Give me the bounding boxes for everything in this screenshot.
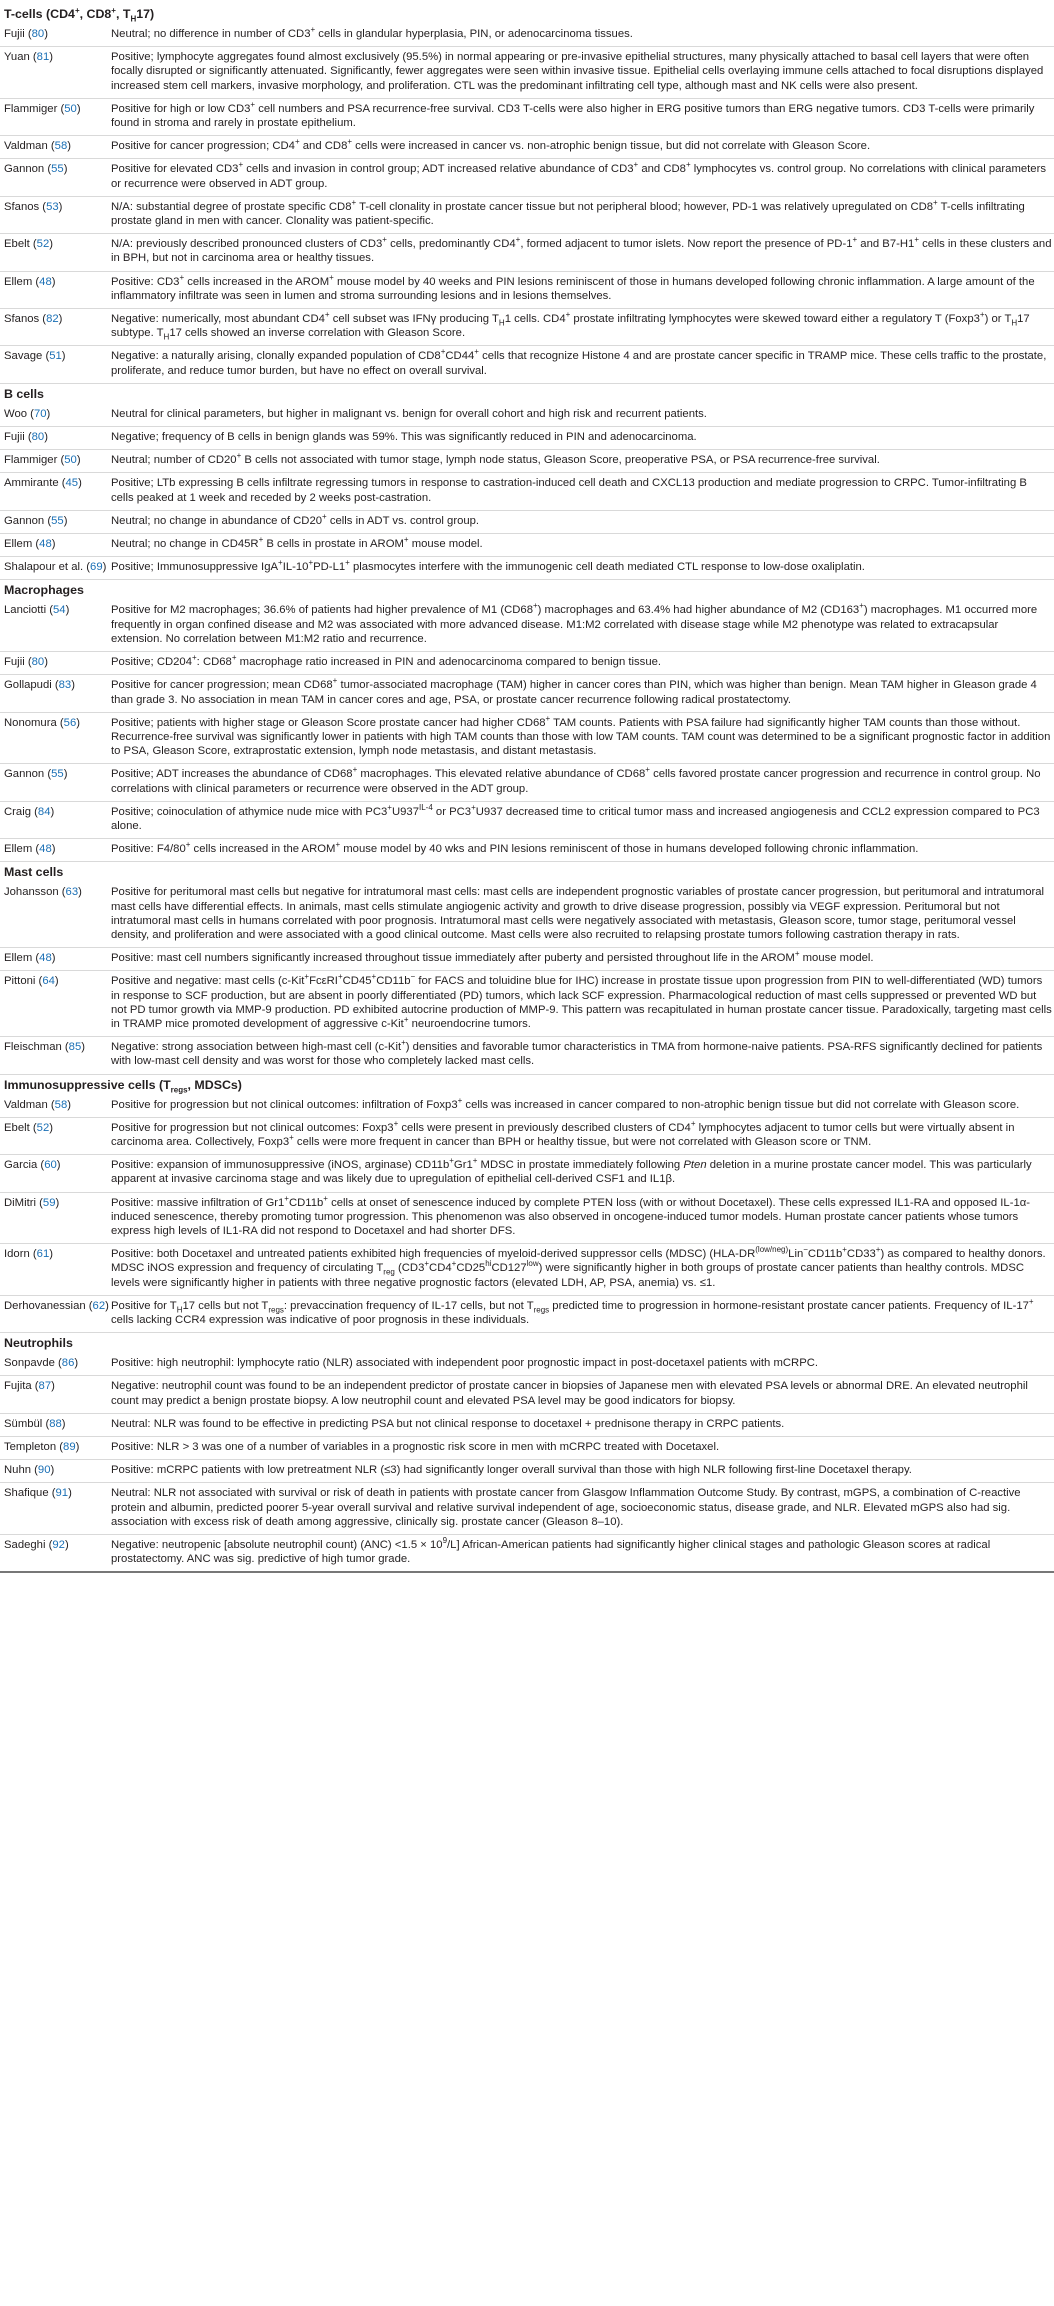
finding-text: Positive: massive infiltration of Gr1+CD11b+ cells at onset of senescence induced by complete PTEN loss (with or without Docetaxel). These cells expressed IL1-RA and opposed IL-1α-induced senescence, thereby promoting tumor progression. This phenomenon was also observed in oncogene-induced tumor models. Human prostate cancer patients whose tumors express high levels of IL1-RA did not respond to Docetaxel and had shorter DFS.	[111, 1193, 1031, 1237]
citation-link[interactable]: 45	[65, 477, 79, 490]
citation-link[interactable]: 52	[36, 1121, 50, 1134]
citation-link[interactable]: 83	[58, 679, 72, 692]
table-row	[0, 1193, 1054, 1245]
study-author: Nuhn (90)	[4, 1464, 55, 1477]
table-row	[0, 234, 1054, 271]
citation-link[interactable]: 80	[31, 431, 45, 444]
author-name: Ellem (	[4, 275, 40, 288]
study-author: Valdman (58)	[4, 140, 71, 153]
finding-text: Positive: high neutrophil: lymphocyte ratio (NLR) associated with independent poor prognostic impact in post-docetaxel patients with mCRPC.	[111, 1357, 819, 1370]
author-name: Gannon (	[4, 514, 52, 527]
table-row	[0, 652, 1054, 675]
author-name: Ebelt (	[4, 1121, 37, 1134]
author-name: Ellem (	[4, 538, 40, 551]
citation-link[interactable]: 69	[90, 561, 103, 574]
finding-text: N/A: substantial degree of prostate specific CD8+ T-cell clonality in prostate cancer tissue but not peripheral blood; however, PD-1 was relatively upregulated on CD8+ T-cells infiltrating prostate gland in men with cancer. Clonality was patient-specific.	[111, 198, 1025, 228]
table-row	[0, 675, 1054, 712]
author-name: Ellem (	[4, 952, 40, 965]
citation-link[interactable]: 58	[54, 1098, 68, 1111]
citation-link[interactable]: 64	[42, 975, 55, 988]
study-author: Fujii (80)	[4, 431, 48, 444]
author-name: Lanciotti (	[4, 604, 53, 617]
author-name: Valdman (	[4, 140, 55, 153]
study-author: Ellem (48)	[4, 843, 56, 856]
author-name: Yuan (	[4, 51, 37, 64]
citation-link[interactable]: 51	[49, 350, 62, 363]
finding-text: Positive and negative: mast cells (c-Kit+FcεRI+CD45+CD11b− for FACS and toluidine blue for IHC) increase in prostate tissue upon progression from PIN to well-differentiated (WD) tumors in response to SCF production, but are absent in poorly differentiated (PD) tumors, which lack SCF expression. Pharmacological reduction of mast cells suppressed or prevented WD but not PD tumor growth via MMP-9 production. PD exhibited autocrine production of MMP-9. This pattern was recapitulated in human prostate cancer tissue. Paradoxically, targeting mast cells in TRAMP mice promoted development of aggressive c-Kit+ neuroendocrine tumors.	[111, 972, 1052, 1030]
author-name: Flammiger (	[4, 454, 65, 467]
finding-text: Negative: a naturally arising, clonally expanded population of CD8+CD44+ cells that recognize Histone 4 and are prostate cancer specific in TRAMP mice. These cells traffic to the prostate, proliferate, and reduce tumor burden, but have no effect on overall survival.	[111, 347, 1047, 377]
table-row	[0, 713, 1054, 765]
table-row	[0, 99, 1054, 136]
study-author: Gannon (55)	[4, 514, 68, 527]
study-author: Savage (51)	[4, 350, 66, 363]
finding-text: Positive; patients with higher stage or Gleason Score prostate cancer had higher CD68+ TAM counts. Patients with PSA failure had significantly higher TAM counts than those without. Recurrence-free survival was significantly lower in patients with high TAM counts than those with low TAM counts. TAM count was determined to be a significant prognostic factor in addition to PSA, Gleason Score, extraprostatic extension, lymph node metastasis, and distant metastasis.	[111, 713, 1051, 758]
citation-link[interactable]: 89	[63, 1441, 76, 1454]
citation-link[interactable]: 59	[42, 1196, 56, 1209]
finding-text: Positive for peritumoral mast cells but negative for intratumoral mast cells: mast cells are independent prognostic variables of prostate cancer progression, but peritumoral and intratumoral mast cells have differential effects. In animals, mast cells stimulate angiogenic activity and growth to drive disease progression, possibly via VEGF expression. Peritumoral but not intratumoral mast cells in humans correlated with poor prognosis. Intratumoral mast cells were negatively associated with metastasis, Gleason score, tumor stage, peritumoral vessel density, and proliferation and were associated with a good clinical outcome. Mast cells were also recruited to relapsing prostate tumors following castration therapy in rats.	[111, 886, 1045, 941]
study-author: Fujita (87)	[4, 1380, 55, 1393]
study-author: Garcia (60)	[4, 1159, 61, 1172]
author-name: Shafique (	[4, 1487, 56, 1500]
finding-text: Neutral: NLR was found to be effective in predicting PSA but not clinical response to docetaxel + prednisone therapy in CRPC patients.	[111, 1417, 785, 1430]
study-author: Sfanos (82)	[4, 313, 63, 326]
finding-text: Positive for elevated CD3+ cells and invasion in control group; ADT increased relative abundance of CD3+ and CD8+ lymphocytes vs. control group. No correlations with clinical parameters or recurrence were observed in ADT group.	[111, 160, 1046, 190]
study-author: Sfanos (53)	[4, 200, 63, 213]
author-name: Nuhn (	[4, 1464, 38, 1477]
author-name: Gannon (	[4, 768, 52, 781]
citation-link[interactable]: 50	[64, 454, 77, 467]
citation-link[interactable]: 55	[51, 514, 64, 527]
citation-link[interactable]: 63	[65, 886, 79, 899]
study-author: Craig (84)	[4, 805, 55, 818]
table-row	[0, 511, 1054, 534]
finding-text: Positive; ADT increases the abundance of CD68+ macrophages. This elevated relative abundance of CD68+ cells favored prostate cancer progression and recurrence in control group. No correlations with clinical parameters or recurrence were observed in the ADT group.	[111, 765, 1041, 795]
citation-link[interactable]: 50	[64, 102, 77, 115]
finding-text: Positive for progression but not clinical outcomes: Foxp3+ cells were present in previously described clusters of CD4+ lymphocytes adjacent to tumor cells but were virtually absent in carcinoma area. Collectively, Foxp3+ cells were more frequent in cancer than BPH or healthy tissue, but were not correlated with Gleason score or TNM.	[111, 1119, 1015, 1148]
author-name: Ammirante (	[4, 477, 66, 490]
table-row	[0, 1244, 1054, 1296]
author-name: Fleischman (	[4, 1041, 69, 1054]
table-row	[0, 346, 1054, 383]
study-author: Shafique (91)	[4, 1487, 72, 1500]
study-author: Valdman (58)	[4, 1098, 71, 1111]
author-name: Fujita (	[4, 1380, 39, 1393]
author-name: Fujii (	[4, 431, 32, 444]
citation-link[interactable]: 91	[55, 1487, 69, 1500]
author-name: Idorn (	[4, 1248, 37, 1261]
study-author: Yuan (81)	[4, 51, 54, 64]
finding-text: Positive for cancer progression; mean CD68+ tumor-associated macrophage (TAM) higher in cancer cores than PIN, which was higher than benign. Mean TAM higher in Gleason grade 4 than grade 3. No association in mean TAM in cancer cores and age, PSA, or prostate cancer recurrence following radical prostatectomy.	[111, 676, 1037, 706]
citation-link[interactable]: 86	[61, 1357, 75, 1370]
author-name: Pittoni (	[4, 975, 43, 988]
author-name: Flammiger (	[4, 102, 65, 115]
table-row	[0, 557, 1054, 580]
author-name: Craig (	[4, 805, 38, 818]
study-author: Gannon (55)	[4, 163, 68, 176]
table-row	[0, 948, 1054, 971]
author-name: Savage (	[4, 350, 50, 363]
table-row	[0, 473, 1054, 510]
study-author: Ebelt (52)	[4, 238, 53, 251]
citation-link[interactable]: 82	[46, 313, 59, 326]
table-row	[0, 1414, 1054, 1437]
table-row	[0, 882, 1054, 948]
finding-text: Positive; CD204+: CD68+ macrophage ratio increased in PIN and adenocarcinoma compared to benign tissue.	[111, 653, 662, 669]
section-heading: Mast cells	[4, 865, 64, 880]
citation-link[interactable]: 61	[36, 1248, 50, 1261]
table-row	[0, 534, 1054, 557]
author-name: Sfanos (	[4, 200, 47, 213]
study-author: Templeton (89)	[4, 1441, 80, 1454]
finding-text: Positive: mCRPC patients with low pretreatment NLR (≤3) had significantly longer overall survival than those with high NLR following first-line Docetaxel therapy.	[111, 1464, 912, 1477]
citation-link[interactable]: 62	[92, 1299, 106, 1312]
citation-link[interactable]: 87	[38, 1380, 52, 1393]
finding-text: Neutral; number of CD20+ B cells not associated with tumor stage, lymph node status, Gleason Score, preoperative PSA, or PSA recurrence-free survival.	[111, 451, 880, 467]
citation-link[interactable]: 55	[51, 768, 64, 781]
study-author: Flammiger (50)	[4, 102, 81, 115]
table-row	[0, 1353, 1054, 1376]
citation-link[interactable]: 48	[39, 275, 52, 288]
finding-text: Positive for progression but not clinical outcomes: infiltration of Foxp3+ cells was increased in cancer compared to non-atrophic benign tissue but did not correlate with Gleason score.	[111, 1095, 1020, 1111]
author-name: Sfanos (	[4, 313, 47, 326]
finding-text: Neutral; no change in abundance of CD20+ cells in ADT vs. control group.	[111, 512, 480, 527]
table-row	[0, 272, 1054, 309]
author-name: Fujii (	[4, 28, 32, 40]
citation-link[interactable]: 60	[44, 1159, 57, 1172]
study-author: Sümbül (88)	[4, 1417, 66, 1430]
study-author: Gannon (55)	[4, 768, 68, 781]
section-heading: Macrophages	[4, 583, 84, 598]
table-row	[0, 450, 1054, 473]
citation-link[interactable]: 56	[63, 716, 77, 729]
table-row	[0, 802, 1054, 839]
citation-link[interactable]: 48	[39, 843, 52, 856]
author-name: Ebelt (	[4, 238, 37, 251]
citation-link[interactable]: 92	[52, 1539, 65, 1552]
finding-text: Positive; coinoculation of athymice nude mice with $PC3^+U937^{IL-4}$ or PC3+U937 decreased time to critical tumor mass and increased angiogenesis and CCL2 expression compared to PC3 alone.	[111, 802, 1040, 832]
finding-text: Negative: strong association between high-mast cell (c-Kit+) densities and favorable tumor characteristics in TMA from hormone-naive patients. PSA-RFS significantly declined for patients with low-mast cell density and was worst for those who completely lacked mast cells.	[111, 1038, 1043, 1068]
study-author: DiMitri (59)	[4, 1196, 60, 1209]
study-author: Derhovanessian (62)	[4, 1299, 109, 1312]
finding-text: Positive: both Docetaxel and untreated patients exhibited high frequencies of myeloid-derived suppressor cells (MDSC) $(HLA-DR^{(low/neg)}Lin^-CD11b^+CD33^+)$ as compared to healthy donors. MDSC iNOS expression and frequency of circulating $T_{reg}$ $(CD3^+CD4^+CD25^{hi}CD127^{low})$ were significantly higher in both groups of prostate cancer patients than healthy controls. MDSC levels were significantly higher in patients with three negative prognostic factors (elevated LDH, AP, PSA, anemia) vs. ≤1.	[111, 1245, 1046, 1289]
citation-link[interactable]: 81	[36, 51, 50, 64]
citation-link[interactable]: 48	[39, 952, 52, 965]
table-row	[0, 136, 1054, 159]
table-row	[0, 24, 1054, 47]
study-author: Gollapudi (83)	[4, 679, 75, 692]
finding-text: Positive: NLR > 3 was one of a number of variables in a prognostic risk score in men with mCRPC treated with Docetaxel.	[111, 1441, 720, 1454]
study-author: Fujii (80)	[4, 28, 48, 40]
citation-link[interactable]: 55	[51, 163, 64, 176]
author-name: Garcia (	[4, 1159, 45, 1172]
finding-text: Neutral; no change in CD45R+ B cells in prostate in AROM+ mouse model.	[111, 535, 483, 551]
table-row	[0, 600, 1054, 652]
author-name: Shalapour et al. (	[4, 561, 91, 574]
finding-text: N/A: previously described pronounced clusters of CD3+ cells, predominantly CD4+, formed adjacent to tumor islets. Now report the presence of PD-1+ and B7-H1+ cells in these clusters and in BPH, but not in carcinoma area or healthy tissues.	[111, 235, 1052, 265]
finding-text: Positive for $T_H17$ cells but not $T_{regs}$: prevaccination frequency of IL-17 cells, but not $T_{regs}$ predicted time to progression in hormone-resistant prostate cancer patients. Frequency of IL-17+ cells lacking CCR4 expression was indicative of poor prognosis in these individuals.	[111, 1297, 1034, 1326]
citation-link[interactable]: 48	[39, 538, 52, 551]
table-row	[0, 1095, 1054, 1118]
study-author: Ellem (48)	[4, 275, 56, 288]
finding-text: Positive; LTb expressing B cells infiltrate regressing tumors in response to castration-induced cell death and CXCL13 production and mediate progression to CRPC. Tumor-infiltrating B cells peaked at 1 week and receded by 2 weeks post-castration.	[111, 477, 1027, 504]
study-author: Shalapour et al. (69)	[4, 561, 107, 574]
citation-link[interactable]: 84	[37, 805, 51, 818]
citation-link[interactable]: 52	[36, 238, 50, 251]
author-name: Valdman (	[4, 1098, 55, 1111]
study-author: Fleischman (85)	[4, 1041, 86, 1054]
citation-link[interactable]: 90	[37, 1464, 51, 1477]
table-row	[0, 159, 1054, 196]
study-author: Nonomura (56)	[4, 716, 80, 729]
table-row	[0, 1483, 1054, 1535]
study-author: Fujii (80)	[4, 656, 48, 669]
finding-text: Positive; lymphocyte aggregates found almost exclusively (95.5%) in normal appearing or pre-invasive epithelial structures, many physically attached to basal cell layers that were often focally disrupted or significantly attenuated. Significantly, fewer aggregates were seen within invasive tissue. Epithelial cells overlaying immune cells attached to focal disruptions displayed increased stem cell markers, invasive morphology, and proliferation. CTL was the predominant infiltrating cell type, although mast and NK cells were also present.	[111, 51, 1044, 92]
author-name: Derhovanessian (	[4, 1299, 93, 1312]
finding-text: Positive; Immunosuppressive IgA+IL-10+PD-L1+ plasmocytes interfere with the immunogenic cell death mediated CTL response to low-dose oxaliplatin.	[111, 558, 865, 574]
study-author: Pittoni (64)	[4, 975, 59, 988]
finding-text: Neutral; no difference in number of CD3+ cells in glandular hyperplasia, PIN, or adenocarcinoma tissues.	[111, 25, 633, 40]
citation-link[interactable]: 88	[49, 1417, 62, 1430]
citation-link[interactable]: 58	[54, 140, 68, 153]
study-author: Flammiger (50)	[4, 454, 81, 467]
finding-text: Positive: CD3+ cells increased in the AROM+ mouse model by 40 weeks and PIN lesions reminiscent of those in humans developed following chronic inflammation. A large amount of the inflammatory infiltrate was seen in lumen and stroma surrounding lesions and in lesions themselves.	[111, 272, 1035, 302]
finding-text: Positive: F4/80+ cells increased in the AROM+ mouse model by 40 wks and PIN lesions reminiscent of those in humans developed following chronic inflammation.	[111, 840, 919, 856]
citation-link[interactable]: 80	[31, 656, 45, 669]
author-name: Ellem (	[4, 843, 40, 856]
section-heading: Neutrophils	[4, 1336, 73, 1351]
study-author: Woo (70)	[4, 407, 51, 420]
finding-text: Negative: numerically, most abundant CD4+ cell subset was IFNγ producing $T_H1$ cells. CD4+ prostate infiltrating lymphocytes were skewed toward either a regulatory T (Foxp3+) or $T_H17$ subtype. $T_H17$ cells showed an inverse correlation with Gleason Score.	[111, 310, 1030, 342]
table-row	[0, 309, 1054, 346]
citation-link[interactable]: 85	[68, 1041, 82, 1054]
table-row	[0, 764, 1054, 801]
finding-text: Neutral: NLR not associated with survival or risk of death in patients with prostate cancer from Glasgow Inflammation Outcome Study. By contrast, mGPS, a combination of C-reactive protein and albumin, predicted poorer 5-year overall survival and relative survival independent of age, socioeconomic status, disease grade, and NLR. Elevated mGPS also had sig. association with excess risk of death among aggressive, clinically sig. prostate cancer (Gleason 8–10).	[111, 1487, 1021, 1528]
finding-text: Negative; frequency of B cells in benign glands was 59%. This was significantly reduced in PIN and adenocarcinoma.	[111, 431, 697, 444]
citation-link[interactable]: 53	[46, 200, 59, 213]
table-row	[0, 1535, 1054, 1573]
author-name: Woo (	[4, 407, 34, 420]
author-name: Gannon (	[4, 163, 52, 176]
study-author: Idorn (61)	[4, 1248, 53, 1261]
table-row	[0, 1296, 1054, 1333]
table-row	[0, 971, 1054, 1037]
author-name: DiMitri (	[4, 1196, 43, 1209]
table-row	[0, 1118, 1054, 1155]
table-row	[0, 1460, 1054, 1483]
study-author: Sonpavde (86)	[4, 1357, 79, 1370]
finding-text: Negative: neutrophil count was found to be an independent predictor of prostate cancer in biopsies of Japanese men with elevated PSA levels or abnormal DRE. An elevated neutrophil count may predict a benign prostate biopsy. A low neutrophil count and elevated PSA level may be good indicators for biopsy.	[111, 1380, 1028, 1407]
author-name: Nonomura (	[4, 716, 64, 729]
finding-text: Negative: neutropenic [absolute neutrophil count) $(ANC) <1.5 \times 10^9/L$] African-American patients had significantly higher clinical stages and pathologic Gleason scores at radical prostatectomy. ANC was sig. predictive of high tumor grade.	[111, 1536, 991, 1566]
finding-text: Positive for M2 macrophages; 36.6% of patients had higher prevalence of M1 (CD68+) macrophages and 63.4% had higher abundance of M2 (CD163+) macrophages. M1 occurred more frequently in organ confined disease and M2 was associated with more advanced disease. M1:M2 correlated with disease stage while M2 phenotype was related to extracapsular extension. No correlation between M1:M2 ratio and recurrence.	[111, 601, 1038, 645]
table-row	[0, 197, 1054, 234]
section-heading: B cells	[4, 386, 44, 401]
table-row	[0, 1437, 1054, 1460]
author-name: Sonpavde (	[4, 1357, 62, 1370]
table-row	[0, 427, 1054, 450]
section-heading: Immunosuppressive cells ($T_{regs}$, MDSCs)	[4, 1077, 242, 1095]
citation-link[interactable]: 80	[31, 28, 45, 40]
table-row	[0, 404, 1054, 427]
finding-text: Neutral for clinical parameters, but higher in malignant vs. benign for overall cohort and high risk and recurrent patients.	[111, 407, 707, 420]
author-name: Gollapudi (	[4, 679, 59, 692]
finding-text: Positive for high or low CD3+ cell numbers and PSA recurrence-free survival. CD3 T-cells were also higher in ERG positive tumors than ERG negative tumors. CD3 T-cells were primarily found in stroma and rarely in prostate epithelium.	[111, 100, 1035, 130]
study-author: Lanciotti (54)	[4, 604, 70, 617]
study-author: Sadeghi (92)	[4, 1539, 69, 1552]
study-author: Ammirante (45)	[4, 477, 82, 490]
citation-link[interactable]: 54	[52, 604, 66, 617]
table-row	[0, 839, 1054, 862]
study-author: Ebelt (52)	[4, 1121, 53, 1134]
study-author: Ellem (48)	[4, 538, 56, 551]
finding-text: Positive for cancer progression; CD4+ and CD8+ cells were increased in cancer vs. non-atrophic benign tissue, but did not correlate with Gleason Score.	[111, 137, 871, 153]
author-name: Fujii (	[4, 656, 32, 669]
author-name: Sümbül (	[4, 1417, 50, 1430]
table-row	[0, 1037, 1054, 1074]
study-author: Ellem (48)	[4, 952, 56, 965]
author-name: Sadeghi (	[4, 1539, 53, 1552]
study-author: Johansson (63)	[4, 886, 82, 899]
table-row	[0, 47, 1054, 99]
table-row	[0, 1155, 1054, 1192]
finding-text: Positive: mast cell numbers significantly increased throughout tissue immediately after puberty and persisted throughout life in the AROM+ mouse model.	[111, 949, 874, 965]
author-name: Johansson (	[4, 886, 66, 899]
author-name: Templeton (	[4, 1441, 64, 1454]
finding-text: Positive: expansion of immunosuppressive (iNOS, arginase) CD11b+Gr1+ MDSC in prostate immediately following Pten deletion in a murine prostate cancer model. This was particularly apparent at invasive carcinoma stage and was likely due to upregulation of epithelial cell-derived CSF1 and IL1β.	[111, 1156, 1032, 1186]
section-heading: T-cells (CD4+, CD8+, $T_H17$)	[4, 5, 155, 24]
citation-link[interactable]: 70	[33, 407, 47, 420]
table-row	[0, 1376, 1054, 1413]
